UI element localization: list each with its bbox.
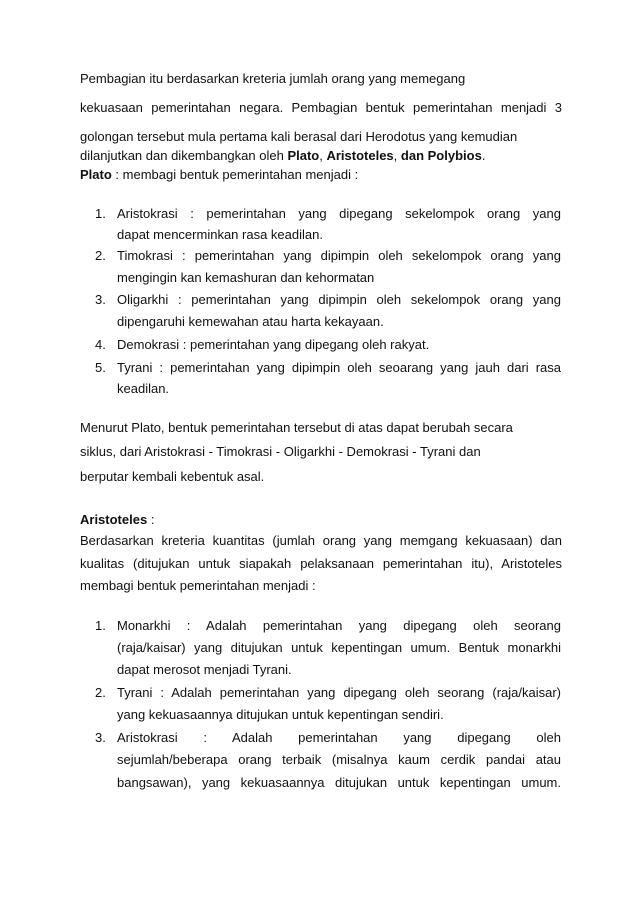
aristoteles-item-1-line-3: dapat merosot menjadi Tyrani. <box>117 662 292 677</box>
aristoteles-item-2-number: 2. <box>95 685 106 700</box>
polybios-name: dan Polybios <box>400 148 482 163</box>
aristoteles-item-1-line-2: (raja/kaisar) yang ditujukan untuk kepentingan umum. Bentuk monarkhi <box>117 640 561 655</box>
plato-item-5-number: 5. <box>95 360 106 375</box>
intro-line-4-text: dilanjutkan dan dikembangkan oleh <box>80 148 288 163</box>
intro-line-2: kekuasaan pemerintahan negara. Pembagian bentuk pemerintahan menjadi 3 <box>80 100 562 115</box>
aristoteles-item-1-line-1: Monarkhi : Adalah pemerintahan yang dipegang oleh seorang <box>117 618 561 633</box>
aristoteles-item-3-line-3: bangsawan), yang kekuasaannya ditujukan untuk kepentingan umum. <box>117 775 561 790</box>
intro-sep-2: , <box>393 148 401 163</box>
plato-item-1-line-2: dapat mencerminkan rasa keadilan. <box>117 227 323 242</box>
plato-item-5-line-1: Tyrani : pemerintahan yang dipimpin oleh seoarang yang jauh dari rasa <box>117 360 561 375</box>
plato-item-3-line-1: Oligarkhi : pemerintahan yang dipimpin oleh sekelompok orang yang <box>117 292 561 307</box>
intro-line-1: Pembagian itu berdasarkan kreteria jumlah orang yang memegang <box>80 71 466 86</box>
plato-item-3-line-2: dipengaruhi kemewahan atau harta kekayaan. <box>117 314 384 329</box>
plato-summary-line-1: Menurut Plato, bentuk pemerintahan tersebut di atas dapat berubah secara <box>80 420 513 435</box>
aristoteles-name: Aristoteles <box>326 148 394 163</box>
plato-item-4-number: 4. <box>95 337 106 352</box>
aristoteles-item-1-number: 1. <box>95 618 106 633</box>
plato-item-2-line-2: mengingin kan kemashuran dan kehormatan <box>117 270 375 285</box>
intro-sep-1: , <box>319 148 327 163</box>
aristoteles-item-3-line-2: sejumlah/beberapa orang terbaik (misalnya kaum cerdik pandai atau <box>117 752 561 767</box>
aristoteles-heading-colon: : <box>147 512 155 527</box>
plato-item-1-number: 1. <box>95 206 106 221</box>
aristoteles-item-2-line-2: yang kekuasaannya ditujukan untuk kepentingan sendiri. <box>117 707 444 722</box>
plato-item-4-line-1: Demokrasi : pemerintahan yang dipegang oleh rakyat. <box>117 337 430 352</box>
aristoteles-intro-line-2: kualitas (ditujukan untuk siapakah pelaksanaan pemerintahan itu), Aristoteles <box>80 556 562 571</box>
aristoteles-item-2-line-1: Tyrani : Adalah pemerintahan yang dipegang oleh seorang (raja/kaisar) <box>117 685 561 700</box>
plato-item-1-line-1: Aristokrasi : pemerintahan yang dipegang sekelompok orang yang <box>117 206 561 221</box>
intro-line-3: golongan tersebut mula pertama kali berasal dari Herodotus yang kemudian <box>80 129 518 144</box>
plato-item-5-line-2: keadilan. <box>117 381 170 396</box>
plato-heading-text: : membagi bentuk pemerintahan menjadi : <box>111 167 359 182</box>
plato-summary-line-2: siklus, dari Aristokrasi - Timokrasi - Oligarkhi - Demokrasi - Tyrani dan <box>80 444 481 459</box>
intro-line-4 <box>80 148 562 164</box>
plato-item-2-line-1: Timokrasi : pemerintahan yang dipimpin oleh sekelompok orang yang <box>117 248 561 263</box>
plato-summary-line-3: berputar kembali kebentuk asal. <box>80 469 265 484</box>
aristoteles-heading <box>80 512 562 528</box>
plato-item-3-number: 3. <box>95 292 106 307</box>
plato-name: Plato <box>287 148 320 163</box>
plato-heading-name: Plato <box>80 167 112 182</box>
aristoteles-intro-line-3: membagi bentuk pemerintahan menjadi : <box>80 578 316 593</box>
aristoteles-intro-line-1: Berdasarkan kreteria kuantitas (jumlah orang yang memgang kekuasaan) dan <box>80 533 562 548</box>
plato-heading <box>80 167 562 183</box>
aristoteles-item-3-number: 3. <box>95 730 106 745</box>
intro-end: . <box>481 148 486 163</box>
aristoteles-heading-name: Aristoteles <box>80 512 148 527</box>
aristoteles-item-3-line-1: Aristokrasi : Adalah pemerintahan yang dipegang oleh <box>117 730 561 745</box>
plato-item-2-number: 2. <box>95 248 106 263</box>
